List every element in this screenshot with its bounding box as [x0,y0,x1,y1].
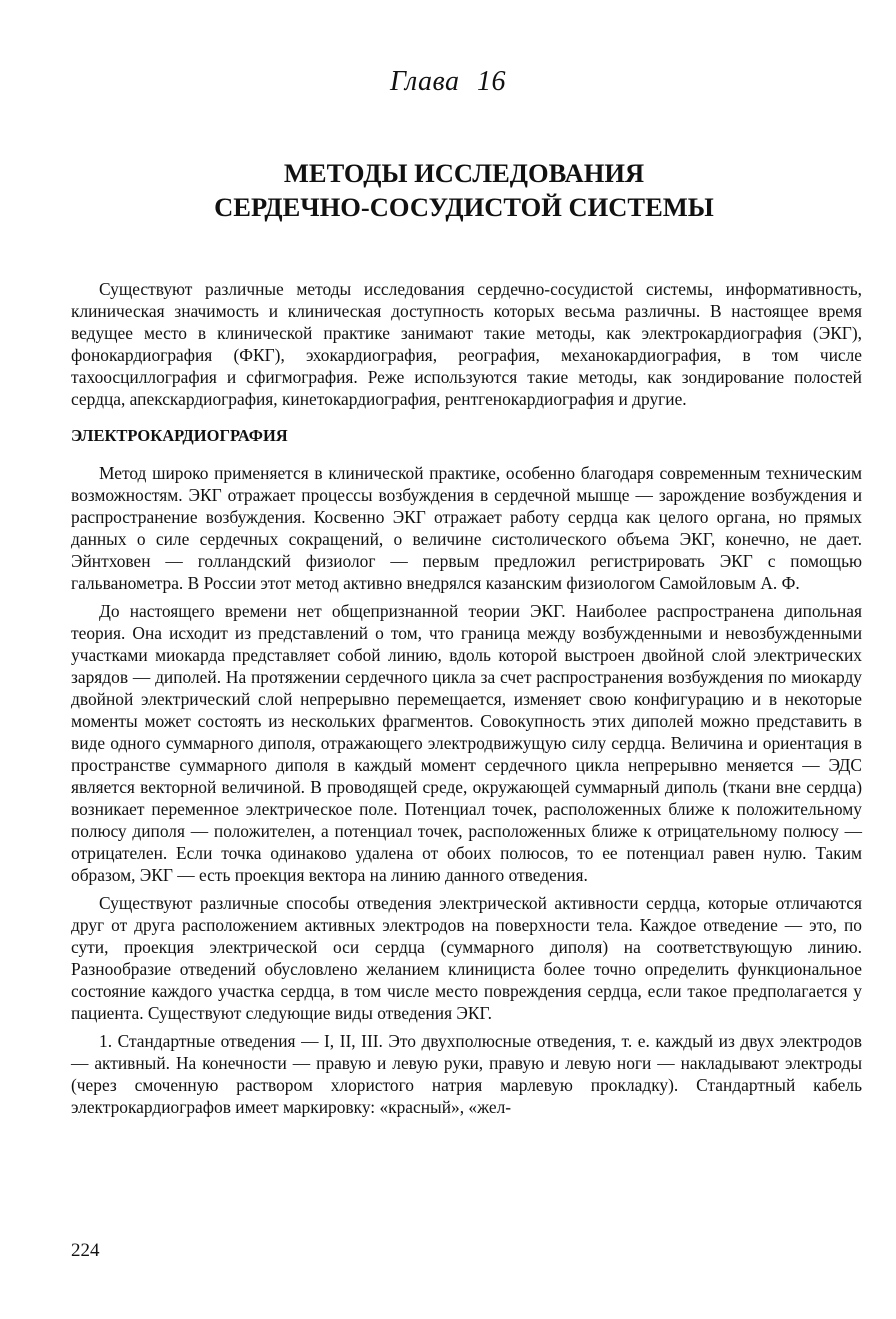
paragraph: 1. Стандартные отведения — I, II, III. Это двухполюсные отведения, т. е. каждый из двух электродов — активный. На конечности — правую и левую руки, правую и левую ноги — накладывают электроды (через смоченную раствором хлористого натрия марлевую прокладку). Стандартный кабель электрокардиографов имеет маркировку: «красный», «жел- [71,1031,862,1117]
chapter-title-line-2: СЕРДЕЧНО-СОСУДИСТОЙ СИСТЕМЫ [214,192,714,222]
body-text [71,278,862,1118]
page-number: 224 [71,1240,100,1261]
chapter-heading: Глава 16 [390,66,506,97]
section-heading: ЭЛЕКТРОКАРДИОГРАФИЯ [71,426,288,445]
chapter-title-line-1: МЕТОДЫ ИССЛЕДОВАНИЯ [283,158,645,188]
paragraph: Существуют различные способы отведения электрической активности сердца, которые отличаются друг от друга расположением активных электродов на поверхности тела. Каждое отведение — это, по сути, проекция электрической оси сердца (суммарного диполя) на соответствующую линию. Разнообразие отведений обусловлено желанием клинициста более точно определить функциональное состояние каждого участка сердца, в том числе место повреждения сердца, если такое предполагается у пациента. Существуют следующие виды отведения ЭКГ. [71,893,862,1023]
paragraph: До настоящего времени нет общепризнанной теории ЭКГ. Наиболее распространена дипольная теория. Она исходит из представлений о том, что граница между возбужденными и невозбужденными участками миокарда представляет собой линию, вдоль которой выстроен двойной слой электрических зарядов — диполей. На протяжении сердечного цикла за счет распространения возбуждения по миокарду двойной электрический слой непрерывно перемещается, изменяет свою конфигурацию и в некоторые моменты может состоять из нескольких фрагментов. Совокупность этих диполей можно представить в виде одного суммарного диполя, отражающего электродвижущую силу сердца. Величина и ориентация в пространстве суммарного диполя в каждый момент сердечного цикла непрерывно меняется — ЭДС является векторной величиной. В проводящей среде, окружающей суммарный диполь (ткани вне сердца) возникает переменное электрическое поле. Потенциал точек, расположенных ближе к положительному полюсу диполя — положителен, а потенциал точек, расположенных ближе к отрицательному полюсу — отрицателен. Если точка одинаково удалена от обоих полюсов, то ее потенциал равен нулю. Таким образом, ЭКГ — есть проекция вектора на линию данного отведения. [71,601,862,885]
chapter-title [0,156,896,224]
intro-paragraph: Существуют различные методы исследования сердечно-сосудистой системы, информативность, клиническая значимость и клиническая доступность которых весьма различны. В настоящее время ведущее место в клинической практике занимают такие методы, как электрокардиография (ЭКГ), фонокардиография (ФКГ), эхокардиография, реография, механокардиография, в том числе тахоосциллография и сфигмография. Реже используются такие методы, как зондирование полостей сердца, апекскардиография, кинетокардиография, рентгенокардиография и другие. [71,279,862,409]
paragraph: Метод широко применяется в клинической практике, особенно благодаря современным техническим возможностям. ЭКГ отражает процессы возбуждения в сердечной мышце — зарождение возбуждения и распространение возбуждения. Косвенно ЭКГ отражает работу сердца как целого органа, но прямых данных о силе сердечных сокращений, о величине систолического объема ЭКГ, конечно, не дает. Эйнтховен — голландский физиолог — первым предложил регистрировать ЭКГ с помощью гальванометра. В России этот метод активно внедрялся казанским физиологом Самойловым А. Ф. [71,463,862,593]
